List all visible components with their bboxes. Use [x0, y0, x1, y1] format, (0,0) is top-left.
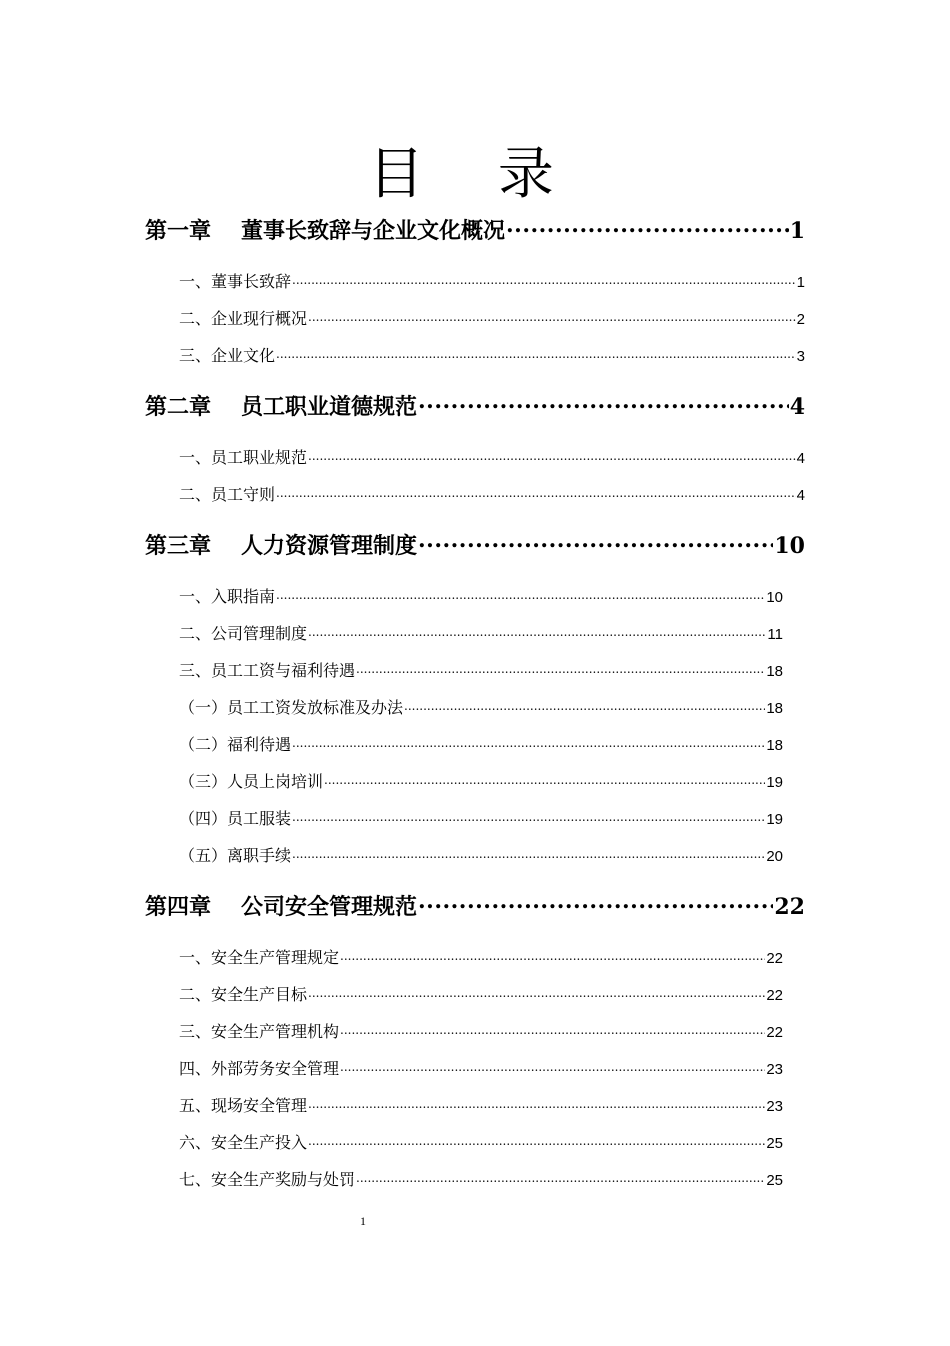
dot-leader [418, 892, 773, 914]
dot-leader [418, 531, 773, 553]
toc-subentry-label: （五）离职手续 [179, 846, 292, 865]
page-ref: 19 [766, 774, 783, 791]
dot-leader [292, 271, 796, 287]
page-ref: 4 [796, 450, 805, 467]
toc-chapter-3[interactable] [145, 529, 805, 560]
chapter-number: 第一章 [145, 218, 212, 244]
toc-subentry-label: （二）福利待遇 [179, 735, 292, 754]
toc-entry[interactable] [179, 269, 805, 292]
dot-leader [356, 1169, 765, 1185]
dot-leader [308, 1095, 765, 1111]
page-ref: 10 [766, 589, 783, 606]
page-ref: 22 [766, 950, 783, 967]
page-ref: 1 [796, 274, 805, 291]
toc-entry-label: 三、企业文化 [179, 346, 276, 365]
chapter-title: 人力资源管理制度 [241, 533, 418, 559]
page-title: 目 录 [368, 142, 582, 207]
toc-subentry[interactable] [179, 695, 783, 718]
page-ref: 2 [796, 311, 805, 328]
toc-entry-label: 四、外部劳务安全管理 [179, 1059, 340, 1078]
toc-entry[interactable] [179, 445, 805, 468]
page-ref: 20 [766, 848, 783, 865]
dot-leader [340, 947, 765, 963]
page-ref: 22 [774, 894, 805, 920]
toc-entry[interactable] [179, 621, 783, 644]
chapter-title: 董事长致辞与企业文化概况 [241, 218, 506, 244]
dot-leader [418, 392, 789, 414]
toc-entry-label: 一、董事长致辞 [179, 272, 292, 291]
toc-subentry[interactable] [179, 769, 783, 792]
toc-subentry-label: （四）员工服装 [179, 809, 292, 828]
page-ref: 4 [789, 394, 805, 420]
toc-entry[interactable] [179, 1093, 783, 1116]
dot-leader [356, 660, 765, 676]
page-ref: 18 [766, 737, 783, 754]
toc-entry[interactable] [179, 306, 805, 329]
dot-leader [308, 623, 766, 639]
page-ref: 3 [796, 348, 805, 365]
page-ref: 23 [766, 1098, 783, 1115]
page-ref: 25 [766, 1135, 783, 1152]
chapter-number: 第四章 [145, 894, 212, 920]
toc-entry[interactable] [179, 343, 805, 366]
dot-leader [506, 216, 789, 238]
page-ref: 11 [767, 626, 783, 643]
dot-leader [340, 1058, 765, 1074]
toc-entry[interactable] [179, 982, 783, 1005]
toc-entry[interactable] [179, 945, 783, 968]
page-ref: 1 [789, 218, 805, 244]
dot-leader [308, 1132, 765, 1148]
toc-entry-label: 一、员工职业规范 [179, 448, 308, 467]
dot-leader [340, 1021, 765, 1037]
toc-entry[interactable] [179, 1167, 783, 1190]
toc-subentry[interactable] [179, 806, 783, 829]
toc-entry-label: 五、现场安全管理 [179, 1096, 308, 1115]
dot-leader [276, 484, 796, 500]
toc-entry-label: 一、入职指南 [179, 587, 276, 606]
toc-entry-label: 二、员工守则 [179, 485, 276, 504]
toc-entry[interactable] [179, 1056, 783, 1079]
toc-entry-label: 二、安全生产目标 [179, 985, 308, 1004]
toc-entry-label: 三、安全生产管理机构 [179, 1022, 340, 1041]
chapter-number: 第二章 [145, 394, 212, 420]
dot-leader [308, 984, 765, 1000]
page-ref: 23 [766, 1061, 783, 1078]
page-ref: 18 [766, 700, 783, 717]
page-number: 1 [360, 1214, 366, 1228]
dot-leader [292, 845, 765, 861]
page-ref: 25 [766, 1172, 783, 1189]
chapter-title: 公司安全管理规范 [241, 894, 418, 920]
page-ref: 10 [774, 533, 805, 559]
dot-leader [292, 808, 765, 824]
page-ref: 18 [766, 663, 783, 680]
toc-subentry[interactable] [179, 732, 783, 755]
dot-leader [308, 308, 796, 324]
toc-entry-label: 二、企业现行概况 [179, 309, 308, 328]
toc-entry[interactable] [179, 658, 783, 681]
toc-entry[interactable] [179, 1019, 783, 1042]
chapter-number: 第三章 [145, 533, 212, 559]
toc-chapter-4[interactable] [145, 890, 805, 921]
toc-chapter-2[interactable] [145, 390, 805, 421]
toc-chapter-1[interactable] [145, 214, 805, 245]
toc-entry-label: 三、员工工资与福利待遇 [179, 661, 356, 680]
page-ref: 4 [796, 487, 805, 504]
chapter-title: 员工职业道德规范 [241, 394, 418, 420]
dot-leader [308, 447, 796, 463]
page-ref: 22 [766, 987, 783, 1004]
toc-entry[interactable] [179, 1130, 783, 1153]
toc-entry[interactable] [179, 482, 805, 505]
page-ref: 19 [766, 811, 783, 828]
page-ref: 22 [766, 1024, 783, 1041]
toc-subentry[interactable] [179, 843, 783, 866]
dot-leader [276, 345, 796, 361]
toc-entry-label: 七、安全生产奖励与处罚 [179, 1170, 356, 1189]
dot-leader [292, 734, 765, 750]
dot-leader [404, 697, 765, 713]
toc-entry[interactable] [179, 584, 783, 607]
dot-leader [276, 586, 765, 602]
toc-subentry-label: （三）人员上岗培训 [179, 772, 324, 791]
toc-entry-label: 二、公司管理制度 [179, 624, 308, 643]
toc-subentry-label: （一）员工工资发放标准及办法 [179, 698, 404, 717]
dot-leader [324, 771, 765, 787]
toc-entry-label: 一、安全生产管理规定 [179, 948, 340, 967]
toc-entry-label: 六、安全生产投入 [179, 1133, 308, 1152]
